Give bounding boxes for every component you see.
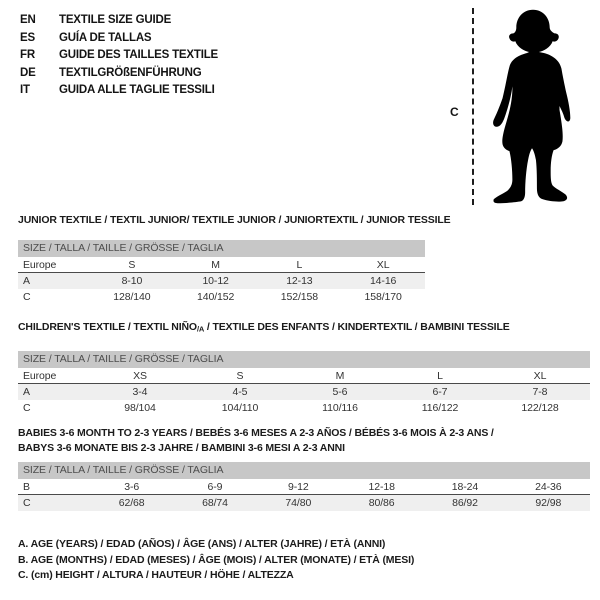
- height-cell: 122/128: [521, 401, 559, 414]
- babies-title-line1: BABIES 3-6 MONTH TO 2-3 YEARS / BEBÉS 3-6 MESES A 2-3 AÑOS / BÉBÉS 3-6 MOIS À 2-3 ANS /: [18, 427, 494, 439]
- legend-height: C. (cm) HEIGHT / ALTURA / HAUTEUR / HÖHE / ALTEZZA: [18, 569, 294, 581]
- table-row-height: [18, 400, 590, 416]
- table-row-age-months: [18, 479, 590, 495]
- language-title: GUIDE DES TAILLES TEXTILE: [59, 49, 218, 61]
- table-row-age-years: [18, 273, 425, 289]
- size-cell: S: [236, 369, 244, 382]
- age-cell: 10-12: [202, 275, 229, 287]
- language-row-en: [20, 12, 218, 30]
- height-cell: 140/152: [196, 291, 235, 303]
- language-title: TEXTILGRÖßENFÜHRUNG: [59, 66, 202, 79]
- row-label: B: [23, 481, 30, 493]
- legend-age-years: A. AGE (YEARS) / EDAD (AÑOS) / ÂGE (ANS) / ALTER (JAHRE) / ETÀ (ANNI): [18, 538, 386, 550]
- age-cell: 24-36: [535, 481, 562, 493]
- height-measure-dashed-line: [472, 8, 474, 205]
- height-cell: 62/68: [118, 497, 145, 509]
- size-header-bar: SIZE / TALLA / TAILLE / GRÖSSE / TAGLIA: [18, 351, 590, 368]
- row-label: Europe: [23, 259, 57, 271]
- children-table-title: [18, 322, 590, 335]
- babies-title-line2: BABYS 3-6 MONATE BIS 2-3 JAHRE / BAMBINI 3-6 MESI A 2-3 ANNI: [18, 442, 345, 454]
- age-cell: 7-8: [532, 385, 548, 398]
- height-cell: 158/170: [364, 291, 402, 303]
- babies-table-title: [18, 426, 590, 456]
- language-title-list: [20, 12, 218, 100]
- language-code: IT: [20, 84, 30, 96]
- children-textile-section: [18, 322, 590, 416]
- height-cell: 128/140: [113, 291, 151, 303]
- age-cell: 9-12: [288, 481, 309, 493]
- toddler-silhouette-image: [479, 6, 587, 211]
- toddler-silhouette-svg: [479, 6, 587, 206]
- height-cell: 68/74: [202, 497, 228, 509]
- children-title-post: / TEXTILE DES ENFANTS / KINDERTEXTIL / BAMBINI TESSILE: [204, 321, 510, 333]
- row-label: Europe: [23, 369, 57, 382]
- legend-age-months: B. AGE (MONTHS) / EDAD (MESES) / ÂGE (MOIS) / ALTER (MONATE) / ETÀ (MESI): [18, 553, 415, 566]
- row-label: C: [23, 401, 31, 414]
- children-title-sub: /A: [196, 324, 205, 334]
- size-header-bar: SIZE / TALLA / TAILLE / GRÖSSE / TAGLIA: [18, 240, 425, 257]
- language-row-it: [20, 82, 218, 100]
- size-cell: S: [128, 259, 136, 271]
- language-row-de: [20, 65, 218, 83]
- height-cell: 116/122: [421, 401, 459, 414]
- measurement-legend: [18, 537, 414, 584]
- height-cell: 86/92: [452, 497, 478, 509]
- age-cell: 14-16: [369, 275, 397, 287]
- age-cell: 4-5: [232, 385, 248, 398]
- age-cell: 12-13: [286, 275, 313, 287]
- age-cell: 3-6: [124, 481, 140, 493]
- language-row-es: [20, 30, 218, 48]
- children-title-pre: CHILDREN'S TEXTILE / TEXTIL NIÑO: [18, 321, 197, 333]
- size-cell: L: [296, 259, 303, 271]
- height-measure-label: C: [450, 105, 459, 119]
- row-label: A: [23, 275, 30, 287]
- row-label: C: [23, 291, 31, 303]
- age-cell: 6-9: [207, 481, 223, 493]
- height-cell: 74/80: [285, 497, 312, 509]
- height-cell: 152/158: [280, 291, 318, 303]
- size-cell: M: [335, 369, 345, 382]
- age-cell: 3-4: [132, 385, 148, 398]
- height-cell: 110/116: [322, 401, 358, 414]
- junior-textile-section: [18, 214, 451, 305]
- language-code: ES: [20, 31, 35, 44]
- size-cell: M: [211, 259, 220, 271]
- height-cell: 92/98: [535, 497, 562, 509]
- language-title: GUÍA DE TALLAS: [59, 31, 152, 44]
- table-row-height: [18, 495, 590, 511]
- language-code: DE: [20, 66, 36, 79]
- table-row-age-years: [18, 384, 590, 400]
- size-cell: L: [437, 369, 443, 382]
- size-cell: XS: [133, 369, 147, 382]
- age-cell: 18-24: [451, 481, 479, 493]
- language-row-fr: [20, 47, 218, 65]
- junior-table-title: JUNIOR TEXTILE / TEXTIL JUNIOR/ TEXTILE JUNIOR / JUNIORTEXTIL / JUNIOR TESSILE: [18, 214, 451, 226]
- age-cell: 6-7: [432, 385, 448, 398]
- babies-textile-section: [18, 426, 590, 511]
- language-code: FR: [20, 49, 35, 61]
- size-header-bar: SIZE / TALLA / TAILLE / GRÖSSE / TAGLIA: [18, 462, 590, 479]
- height-cell: 98/104: [124, 401, 156, 414]
- language-title: TEXTILE SIZE GUIDE: [59, 14, 172, 26]
- age-cell: 12-18: [368, 481, 395, 493]
- language-title: GUIDA ALLE TAGLIE TESSILI: [59, 84, 215, 96]
- language-code: EN: [20, 14, 36, 26]
- height-cell: 104/110: [221, 401, 259, 414]
- table-row-height: [18, 289, 425, 305]
- age-cell: 5-6: [332, 385, 348, 398]
- row-label: A: [23, 385, 30, 398]
- table-row-europe: [18, 368, 590, 384]
- age-cell: 8-10: [121, 275, 143, 287]
- size-cell: XL: [533, 369, 547, 382]
- row-label: C: [23, 497, 31, 509]
- size-cell: XL: [376, 259, 390, 271]
- height-cell: 80/86: [368, 497, 395, 509]
- table-row-europe: [18, 257, 425, 273]
